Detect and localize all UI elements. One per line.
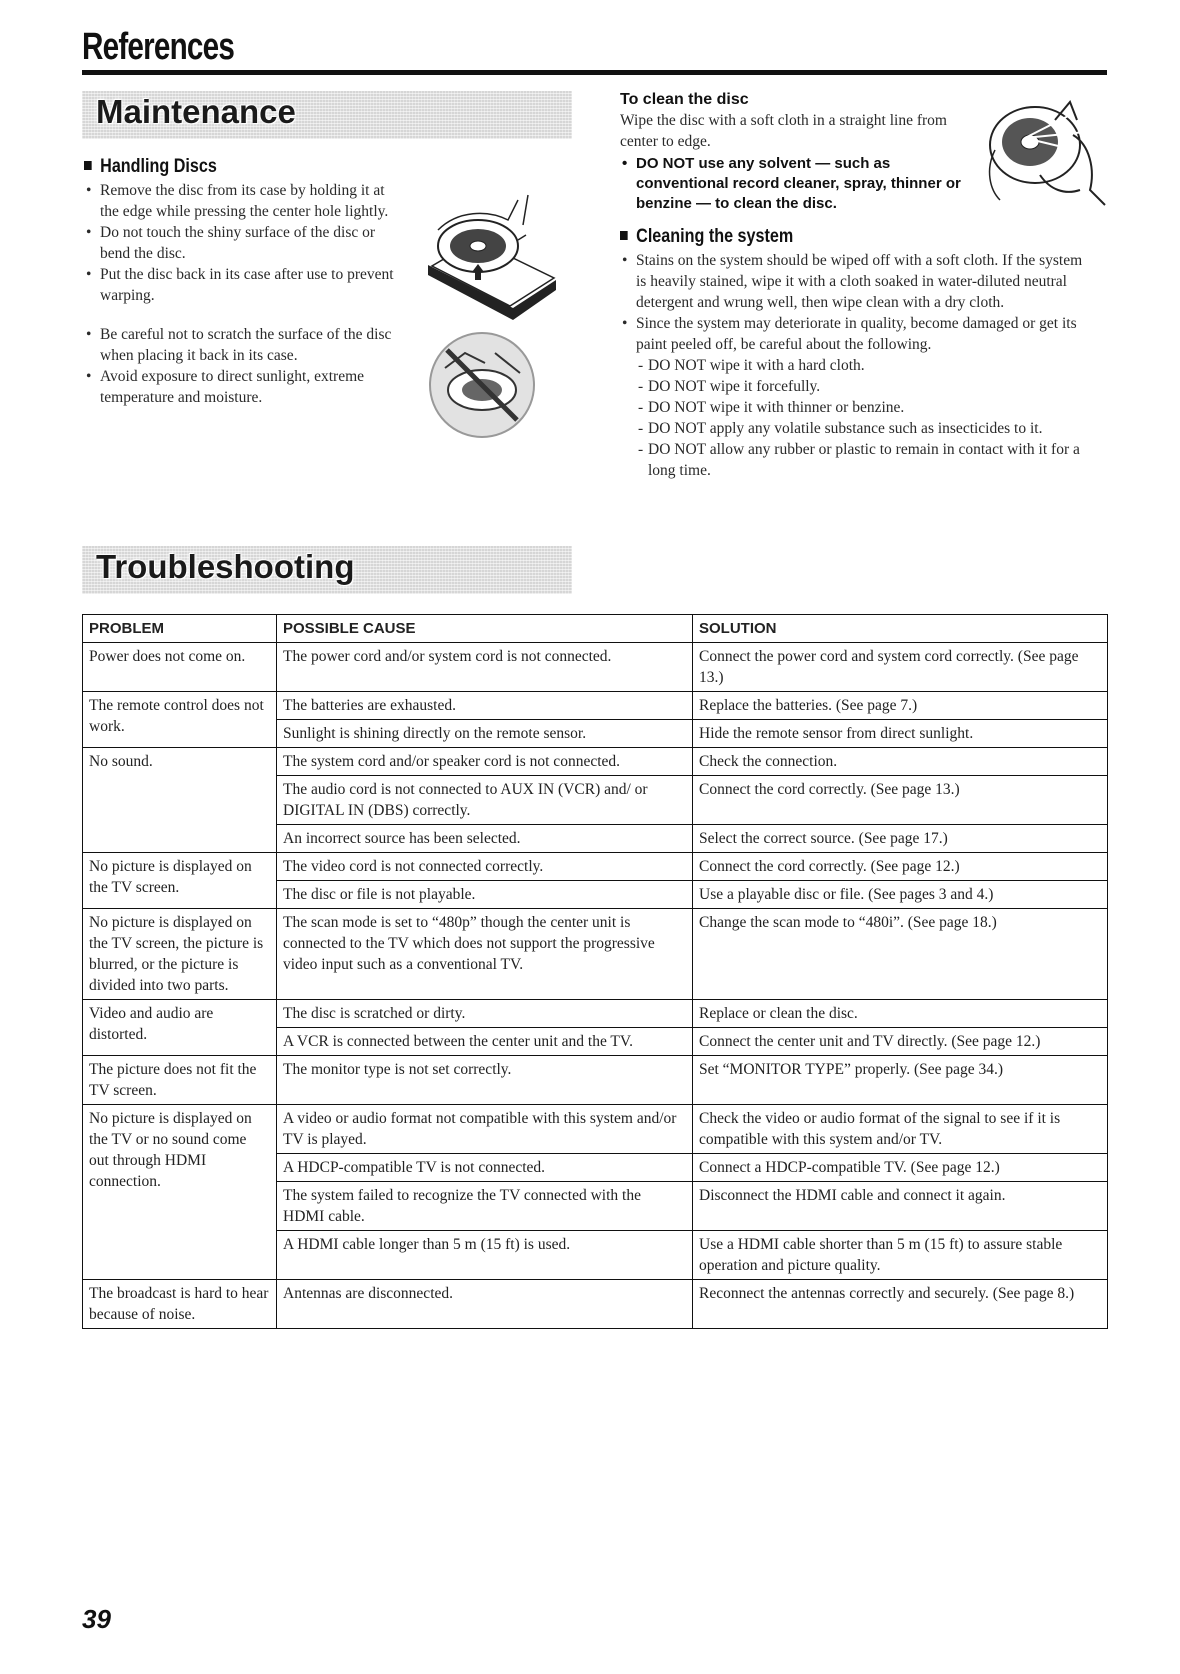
- cause-cell: Antennas are disconnected.: [277, 1280, 693, 1329]
- solution-cell: Connect the center unit and TV directly. (See page 12.): [693, 1028, 1108, 1056]
- table-row: [83, 1105, 1108, 1154]
- list-item: • Be careful not to scratch the surface of the disc when placing it back in its case.: [84, 324, 414, 366]
- cause-cell: The system cord and/or speaker cord is not connected.: [277, 748, 693, 776]
- handling-discs-heading: [84, 156, 217, 178]
- solution-cell: Replace the batteries. (See page 7.): [693, 692, 1108, 720]
- maintenance-banner: [82, 91, 572, 139]
- square-bullet-icon: [620, 231, 628, 240]
- problem-cell: No picture is displayed on the TV screen, the picture is blurred, or the picture is divided into two parts.: [83, 909, 277, 1000]
- handling-discs-heading-text: Handling Discs: [100, 156, 217, 177]
- problem-cell: The broadcast is hard to hear because of noise.: [83, 1280, 277, 1329]
- problem-cell: No picture is displayed on the TV or no sound come out through HDMI connection.: [83, 1105, 277, 1280]
- cause-cell: A HDMI cable longer than 5 m (15 ft) is used.: [277, 1231, 693, 1280]
- handling-disc-illustration: [418, 180, 558, 320]
- column-header-cause: POSSIBLE CAUSE: [277, 615, 693, 643]
- table-row: [83, 692, 1108, 720]
- solution-cell: Disconnect the HDMI cable and connect it again.: [693, 1182, 1108, 1231]
- problem-cell: The remote control does not work.: [83, 692, 277, 748]
- troubleshooting-banner-text: Troubleshooting: [96, 548, 355, 585]
- column-header-problem: PROBLEM: [83, 615, 277, 643]
- table-row: [83, 748, 1108, 776]
- list-item: • Remove the disc from its case by holding it at the edge while pressing the center hole lightly.: [84, 180, 404, 222]
- table-row: [83, 1056, 1108, 1105]
- troubleshooting-banner: [82, 546, 572, 594]
- cause-cell: The audio cord is not connected to AUX IN (VCR) and/ or DIGITAL IN (DBS) correctly.: [277, 776, 693, 825]
- list-item: [620, 313, 1095, 481]
- solution-cell: Hide the remote sensor from direct sunlight.: [693, 720, 1108, 748]
- handling-list-b: [84, 324, 414, 408]
- troubleshooting-table: [82, 614, 1108, 1329]
- cause-cell: A HDCP-compatible TV is not connected.: [277, 1154, 693, 1182]
- cause-cell: A VCR is connected between the center unit and the TV.: [277, 1028, 693, 1056]
- cleaning-system-heading-text: Cleaning the system: [636, 226, 794, 247]
- solution-cell: Select the correct source. (See page 17.): [693, 825, 1108, 853]
- problem-cell: Video and audio are distorted.: [83, 1000, 277, 1056]
- solution-cell: Check the video or audio format of the signal to see if it is compatible with this system and/or TV.: [693, 1105, 1108, 1154]
- list-item: • Avoid exposure to direct sunlight, extreme temperature and moisture.: [84, 366, 414, 408]
- solution-cell: Connect the power cord and system cord correctly. (See page 13.): [693, 643, 1108, 692]
- solution-cell: Use a playable disc or file. (See pages 3 and 4.): [693, 881, 1108, 909]
- list-item: • Do not touch the shiny surface of the disc or bend the disc.: [84, 222, 404, 264]
- cleaning-system-list: [620, 250, 1095, 481]
- sub-list-item: - DO NOT apply any volatile substance such as insecticides to it.: [636, 418, 1095, 439]
- table-row: [83, 1280, 1108, 1329]
- problem-cell: No picture is displayed on the TV screen.: [83, 853, 277, 909]
- table-header-row: [83, 615, 1108, 643]
- column-header-solution: SOLUTION: [693, 615, 1108, 643]
- cause-cell: The system failed to recognize the TV connected with the HDMI cable.: [277, 1182, 693, 1231]
- cause-cell: The monitor type is not set correctly.: [277, 1056, 693, 1105]
- solution-cell: Set “MONITOR TYPE” properly. (See page 34.): [693, 1056, 1108, 1105]
- table-row: [83, 853, 1108, 881]
- sub-list-item: - DO NOT wipe it with thinner or benzine.: [636, 397, 1095, 418]
- wipe-disc-illustration: [985, 90, 1110, 215]
- table-row: [83, 1000, 1108, 1028]
- page-title: References: [82, 26, 235, 68]
- clean-disc-heading: To clean the disc: [620, 91, 749, 108]
- cause-cell: The batteries are exhausted.: [277, 692, 693, 720]
- solution-cell: Use a HDMI cable shorter than 5 m (15 ft) to assure stable operation and picture quality.: [693, 1231, 1108, 1280]
- cause-cell: The disc is scratched or dirty.: [277, 1000, 693, 1028]
- cause-cell: The scan mode is set to “480p” though the center unit is connected to the TV which does not support the progressive video input such as a conventional TV.: [277, 909, 693, 1000]
- page-number: 39: [82, 1604, 111, 1634]
- cause-cell: The power cord and/or system cord is not connected.: [277, 643, 693, 692]
- solution-cell: Check the connection.: [693, 748, 1108, 776]
- solution-cell: Connect the cord correctly. (See page 13.): [693, 776, 1108, 825]
- cause-cell: A video or audio format not compatible with this system and/or TV is played.: [277, 1105, 693, 1154]
- solution-cell: Reconnect the antennas correctly and securely. (See page 8.): [693, 1280, 1108, 1329]
- title-rule: [82, 70, 1107, 75]
- list-item: • Stains on the system should be wiped off with a soft cloth. If the system is heavily stained, wipe it with a cloth soaked in water-diluted neutral detergent and wrung well, then wipe clean with a dry cloth.: [620, 250, 1095, 313]
- clean-disc-text: Wipe the disc with a soft cloth in a straight line from center to edge.: [620, 112, 947, 150]
- square-bullet-icon: [84, 161, 92, 170]
- sub-list-item: - DO NOT wipe it with a hard cloth.: [636, 355, 1095, 376]
- solution-cell: Replace or clean the disc.: [693, 1000, 1108, 1028]
- list-item-text: Since the system may deteriorate in quality, become damaged or get its paint peeled off, be careful about the following.: [636, 315, 1077, 353]
- clean-disc-section: [620, 90, 980, 214]
- table-row: [83, 643, 1108, 692]
- prohibited-illustration: [425, 328, 540, 443]
- sub-list-item: - DO NOT allow any rubber or plastic to remain in contact with it for a long time.: [636, 439, 1095, 481]
- maintenance-banner-text: Maintenance: [96, 93, 296, 130]
- table-row: [83, 909, 1108, 1000]
- cleaning-system-heading: [620, 226, 793, 248]
- problem-cell: Power does not come on.: [83, 643, 277, 692]
- list-item: • Put the disc back in its case after use to prevent warping.: [84, 264, 404, 306]
- handling-list-a: [84, 180, 404, 306]
- sub-list-item: - DO NOT wipe it forcefully.: [636, 376, 1095, 397]
- solution-cell: Change the scan mode to “480i”. (See page 18.): [693, 909, 1108, 1000]
- problem-cell: No sound.: [83, 748, 277, 853]
- cause-cell: The disc or file is not playable.: [277, 881, 693, 909]
- problem-cell: The picture does not fit the TV screen.: [83, 1056, 277, 1105]
- cause-cell: The video cord is not connected correctly.: [277, 853, 693, 881]
- cause-cell: An incorrect source has been selected.: [277, 825, 693, 853]
- solution-cell: Connect the cord correctly. (See page 12.): [693, 853, 1108, 881]
- clean-disc-warning: • DO NOT use any solvent — such as conventional record cleaner, spray, thinner or benzine — to clean the disc.: [620, 154, 980, 214]
- solution-cell: Connect a HDCP-compatible TV. (See page 12.): [693, 1154, 1108, 1182]
- cause-cell: Sunlight is shining directly on the remote sensor.: [277, 720, 693, 748]
- cleaning-system-sublist: [636, 355, 1095, 481]
